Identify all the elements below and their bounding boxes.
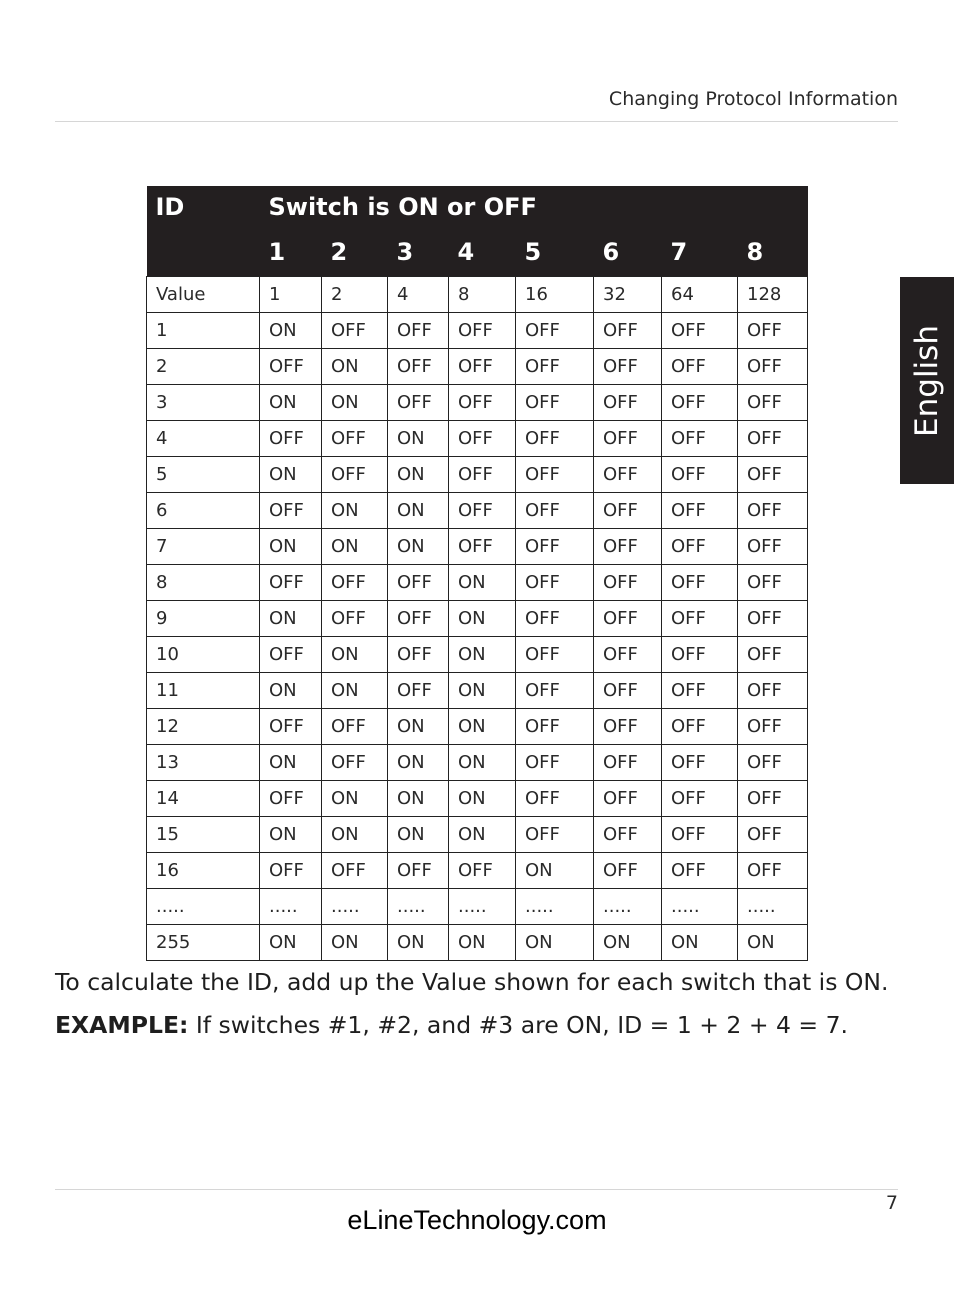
switch-state-cell: OFF bbox=[662, 781, 738, 817]
switch-state-cell: 4 bbox=[388, 277, 449, 313]
switch-state-cell: OFF bbox=[738, 673, 808, 709]
switch-state-cell: ..... bbox=[260, 889, 322, 925]
switch-state-cell: ON bbox=[322, 781, 388, 817]
switch-state-cell: ON bbox=[388, 745, 449, 781]
language-tab bbox=[900, 277, 954, 484]
switch-state-cell: ON bbox=[388, 421, 449, 457]
switch-number-header: 1 bbox=[260, 228, 322, 277]
switch-state-cell: ON bbox=[388, 709, 449, 745]
switch-state-cell: OFF bbox=[516, 529, 594, 565]
switch-state-cell: ON bbox=[322, 817, 388, 853]
switch-state-cell: OFF bbox=[662, 457, 738, 493]
switch-state-cell: OFF bbox=[388, 673, 449, 709]
switch-state-cell: ON bbox=[322, 493, 388, 529]
switch-state-cell: ON bbox=[516, 853, 594, 889]
table-row bbox=[147, 313, 808, 349]
switch-state-cell: OFF bbox=[662, 421, 738, 457]
switch-state-cell: OFF bbox=[594, 817, 662, 853]
switch-state-cell: OFF bbox=[260, 853, 322, 889]
example-label: EXAMPLE: bbox=[55, 1011, 189, 1039]
switch-state-cell: OFF bbox=[662, 529, 738, 565]
switch-state-cell: OFF bbox=[388, 601, 449, 637]
switch-state-cell: ON bbox=[260, 457, 322, 493]
switch-state-cell: OFF bbox=[594, 313, 662, 349]
switch-state-cell: OFF bbox=[662, 565, 738, 601]
page-number: 7 bbox=[885, 1192, 898, 1214]
switch-state-cell: OFF bbox=[594, 349, 662, 385]
switch-state-cell: OFF bbox=[594, 421, 662, 457]
row-id-cell: Value bbox=[147, 277, 260, 313]
table-row bbox=[147, 601, 808, 637]
switch-state-cell: OFF bbox=[662, 817, 738, 853]
switch-number-header: 2 bbox=[322, 228, 388, 277]
switch-state-cell: OFF bbox=[516, 457, 594, 493]
protocol-id-table bbox=[146, 186, 808, 961]
switch-state-cell: OFF bbox=[516, 385, 594, 421]
switch-state-cell: OFF bbox=[594, 457, 662, 493]
switch-state-cell: ON bbox=[449, 709, 516, 745]
switch-state-cell: ON bbox=[388, 529, 449, 565]
switch-state-cell: OFF bbox=[738, 385, 808, 421]
table-row bbox=[147, 493, 808, 529]
switch-state-cell: OFF bbox=[449, 457, 516, 493]
switch-state-cell: ON bbox=[516, 925, 594, 961]
switch-state-cell: OFF bbox=[594, 853, 662, 889]
row-id-cell: 14 bbox=[147, 781, 260, 817]
switch-state-cell: OFF bbox=[388, 349, 449, 385]
switch-state-cell: ON bbox=[449, 565, 516, 601]
switch-state-cell: 32 bbox=[594, 277, 662, 313]
switch-state-cell: OFF bbox=[662, 349, 738, 385]
switch-state-cell: ON bbox=[260, 385, 322, 421]
switch-state-cell: ON bbox=[388, 781, 449, 817]
switch-state-cell: ON bbox=[322, 385, 388, 421]
switch-state-cell: OFF bbox=[594, 493, 662, 529]
switch-number-header: 4 bbox=[449, 228, 516, 277]
table-row bbox=[147, 421, 808, 457]
switch-state-cell: OFF bbox=[738, 565, 808, 601]
switch-state-cell: OFF bbox=[738, 637, 808, 673]
switch-state-cell: OFF bbox=[449, 529, 516, 565]
table-row bbox=[147, 565, 808, 601]
switch-state-cell: OFF bbox=[738, 493, 808, 529]
switch-state-cell: OFF bbox=[260, 565, 322, 601]
switch-state-cell: OFF bbox=[594, 601, 662, 637]
table-row bbox=[147, 673, 808, 709]
table-body bbox=[147, 277, 808, 961]
switch-state-cell: ON bbox=[322, 637, 388, 673]
switch-state-cell: ON bbox=[388, 457, 449, 493]
switch-state-cell: ON bbox=[260, 817, 322, 853]
switch-state-cell: ..... bbox=[449, 889, 516, 925]
switch-state-cell: ON bbox=[322, 529, 388, 565]
switch-state-cell: OFF bbox=[449, 421, 516, 457]
switch-state-cell: OFF bbox=[738, 349, 808, 385]
switch-state-cell: ON bbox=[260, 745, 322, 781]
row-id-cell: 2 bbox=[147, 349, 260, 385]
switch-state-cell: OFF bbox=[738, 817, 808, 853]
switch-state-cell: ON bbox=[662, 925, 738, 961]
switch-number-header: 3 bbox=[388, 228, 449, 277]
switch-state-cell: OFF bbox=[516, 601, 594, 637]
switch-state-cell: OFF bbox=[388, 565, 449, 601]
switch-number-header: 6 bbox=[594, 228, 662, 277]
switch-state-cell: OFF bbox=[594, 673, 662, 709]
switch-state-cell: OFF bbox=[594, 529, 662, 565]
switch-state-cell: OFF bbox=[388, 313, 449, 349]
table-row bbox=[147, 349, 808, 385]
table-row bbox=[147, 889, 808, 925]
switch-state-cell: OFF bbox=[662, 673, 738, 709]
switch-state-cell: ON bbox=[322, 349, 388, 385]
row-id-cell: 5 bbox=[147, 457, 260, 493]
switch-state-cell: OFF bbox=[449, 493, 516, 529]
switch-state-cell: OFF bbox=[738, 313, 808, 349]
switch-state-cell: 8 bbox=[449, 277, 516, 313]
table-row bbox=[147, 925, 808, 961]
header-divider bbox=[55, 121, 898, 122]
table-row bbox=[147, 529, 808, 565]
switch-state-cell: OFF bbox=[322, 601, 388, 637]
switch-state-cell: OFF bbox=[516, 493, 594, 529]
switch-state-cell: OFF bbox=[738, 457, 808, 493]
switch-state-cell: OFF bbox=[516, 637, 594, 673]
switch-state-cell: OFF bbox=[449, 385, 516, 421]
row-id-cell: 9 bbox=[147, 601, 260, 637]
switch-state-cell: OFF bbox=[449, 313, 516, 349]
table-row bbox=[147, 781, 808, 817]
row-id-cell: 16 bbox=[147, 853, 260, 889]
switch-state-cell: ..... bbox=[662, 889, 738, 925]
switch-state-cell: OFF bbox=[662, 313, 738, 349]
switch-state-cell: OFF bbox=[322, 565, 388, 601]
switch-state-cell: OFF bbox=[322, 853, 388, 889]
table-row bbox=[147, 637, 808, 673]
switch-state-cell: OFF bbox=[594, 565, 662, 601]
switch-state-cell: OFF bbox=[516, 709, 594, 745]
row-id-cell: 255 bbox=[147, 925, 260, 961]
switch-state-cell: ON bbox=[594, 925, 662, 961]
switch-state-cell: OFF bbox=[449, 349, 516, 385]
switch-state-cell: OFF bbox=[662, 745, 738, 781]
id-column-header: ID bbox=[147, 186, 260, 228]
switch-state-header: Switch is ON or OFF bbox=[260, 186, 808, 228]
id-column-header-blank bbox=[147, 228, 260, 277]
switch-state-cell: ON bbox=[449, 745, 516, 781]
switch-state-cell: OFF bbox=[516, 313, 594, 349]
switch-state-cell: ON bbox=[322, 673, 388, 709]
switch-state-cell: OFF bbox=[662, 601, 738, 637]
example-paragraph bbox=[55, 1011, 915, 1039]
row-id-cell: 15 bbox=[147, 817, 260, 853]
switch-state-cell: OFF bbox=[260, 637, 322, 673]
table-row bbox=[147, 817, 808, 853]
switch-state-cell: OFF bbox=[260, 709, 322, 745]
switch-state-cell: OFF bbox=[260, 421, 322, 457]
switch-state-cell: OFF bbox=[322, 745, 388, 781]
switch-state-cell: OFF bbox=[594, 385, 662, 421]
row-id-cell: 12 bbox=[147, 709, 260, 745]
switch-state-cell: OFF bbox=[516, 673, 594, 709]
example-text: If switches #1, #2, and #3 are ON, ID = 1 + 2 + 4 = 7. bbox=[188, 1011, 849, 1039]
switch-state-cell: OFF bbox=[662, 637, 738, 673]
switch-state-cell: OFF bbox=[738, 709, 808, 745]
switch-state-cell: OFF bbox=[594, 637, 662, 673]
switch-state-cell: OFF bbox=[662, 493, 738, 529]
footer-divider bbox=[55, 1189, 898, 1190]
switch-state-cell: OFF bbox=[662, 385, 738, 421]
switch-state-cell: OFF bbox=[322, 709, 388, 745]
switch-state-cell: OFF bbox=[388, 637, 449, 673]
switch-state-cell: OFF bbox=[738, 601, 808, 637]
switch-state-cell: OFF bbox=[260, 349, 322, 385]
switch-state-cell: 128 bbox=[738, 277, 808, 313]
switch-state-cell: OFF bbox=[516, 781, 594, 817]
switch-state-cell: ..... bbox=[738, 889, 808, 925]
switch-state-cell: OFF bbox=[738, 421, 808, 457]
row-id-cell: 3 bbox=[147, 385, 260, 421]
switch-state-cell: ..... bbox=[388, 889, 449, 925]
switch-state-cell: OFF bbox=[449, 853, 516, 889]
switch-state-cell: OFF bbox=[516, 421, 594, 457]
table-row bbox=[147, 709, 808, 745]
table-row bbox=[147, 385, 808, 421]
row-id-cell: 7 bbox=[147, 529, 260, 565]
switch-state-cell: OFF bbox=[594, 709, 662, 745]
row-id-cell: 6 bbox=[147, 493, 260, 529]
value-row bbox=[147, 277, 808, 313]
row-id-cell: 8 bbox=[147, 565, 260, 601]
switch-state-cell: ..... bbox=[322, 889, 388, 925]
switch-state-cell: OFF bbox=[594, 781, 662, 817]
switch-state-cell: 64 bbox=[662, 277, 738, 313]
switch-state-cell: ON bbox=[449, 637, 516, 673]
row-id-cell: 11 bbox=[147, 673, 260, 709]
switch-state-cell: ON bbox=[322, 925, 388, 961]
switch-state-cell: ..... bbox=[516, 889, 594, 925]
switch-state-cell: OFF bbox=[738, 781, 808, 817]
switch-state-cell: ON bbox=[260, 601, 322, 637]
switch-state-cell: OFF bbox=[388, 385, 449, 421]
switch-state-cell: ON bbox=[260, 529, 322, 565]
switch-state-cell: OFF bbox=[322, 313, 388, 349]
switch-state-cell: ON bbox=[449, 925, 516, 961]
switch-number-header: 7 bbox=[662, 228, 738, 277]
table-row bbox=[147, 853, 808, 889]
switch-state-cell: ON bbox=[449, 781, 516, 817]
switch-state-cell: OFF bbox=[662, 709, 738, 745]
switch-state-cell: OFF bbox=[738, 745, 808, 781]
switch-state-cell: OFF bbox=[738, 853, 808, 889]
switch-state-cell: 16 bbox=[516, 277, 594, 313]
switch-state-cell: OFF bbox=[260, 493, 322, 529]
switch-state-cell: ON bbox=[388, 817, 449, 853]
switch-state-cell: OFF bbox=[322, 457, 388, 493]
row-id-cell: 4 bbox=[147, 421, 260, 457]
switch-state-cell: ON bbox=[449, 673, 516, 709]
switch-number-row bbox=[147, 228, 808, 277]
calculation-instructions: To calculate the ID, add up the Value shown for each switch that is ON. bbox=[55, 968, 889, 996]
switch-state-cell: 1 bbox=[260, 277, 322, 313]
table-row bbox=[147, 745, 808, 781]
switch-state-cell: ON bbox=[388, 925, 449, 961]
switch-state-cell: OFF bbox=[738, 529, 808, 565]
switch-state-cell: ON bbox=[738, 925, 808, 961]
row-id-cell: 1 bbox=[147, 313, 260, 349]
switch-state-cell: OFF bbox=[322, 421, 388, 457]
switch-state-cell: OFF bbox=[594, 745, 662, 781]
switch-state-cell: ON bbox=[388, 493, 449, 529]
switch-state-cell: OFF bbox=[662, 853, 738, 889]
switch-state-cell: OFF bbox=[516, 349, 594, 385]
page-header-title: Changing Protocol Information bbox=[608, 88, 898, 110]
switch-state-cell: ON bbox=[260, 673, 322, 709]
switch-state-cell: ON bbox=[449, 601, 516, 637]
switch-state-cell: OFF bbox=[516, 745, 594, 781]
switch-state-cell: OFF bbox=[516, 565, 594, 601]
switch-state-cell: ON bbox=[260, 925, 322, 961]
table-row bbox=[147, 457, 808, 493]
footer-website: eLineTechnology.com bbox=[347, 1205, 607, 1235]
row-id-cell: 13 bbox=[147, 745, 260, 781]
switch-state-cell: ..... bbox=[594, 889, 662, 925]
table-header-row bbox=[147, 186, 808, 228]
row-id-cell: 10 bbox=[147, 637, 260, 673]
switch-number-header: 8 bbox=[738, 228, 808, 277]
switch-state-cell: ON bbox=[260, 313, 322, 349]
language-tab-label: English bbox=[909, 324, 945, 437]
switch-state-cell: OFF bbox=[260, 781, 322, 817]
switch-state-cell: OFF bbox=[388, 853, 449, 889]
switch-state-cell: OFF bbox=[516, 817, 594, 853]
switch-state-cell: 2 bbox=[322, 277, 388, 313]
switch-number-header: 5 bbox=[516, 228, 594, 277]
row-id-cell: ..... bbox=[147, 889, 260, 925]
switch-state-cell: ON bbox=[449, 817, 516, 853]
